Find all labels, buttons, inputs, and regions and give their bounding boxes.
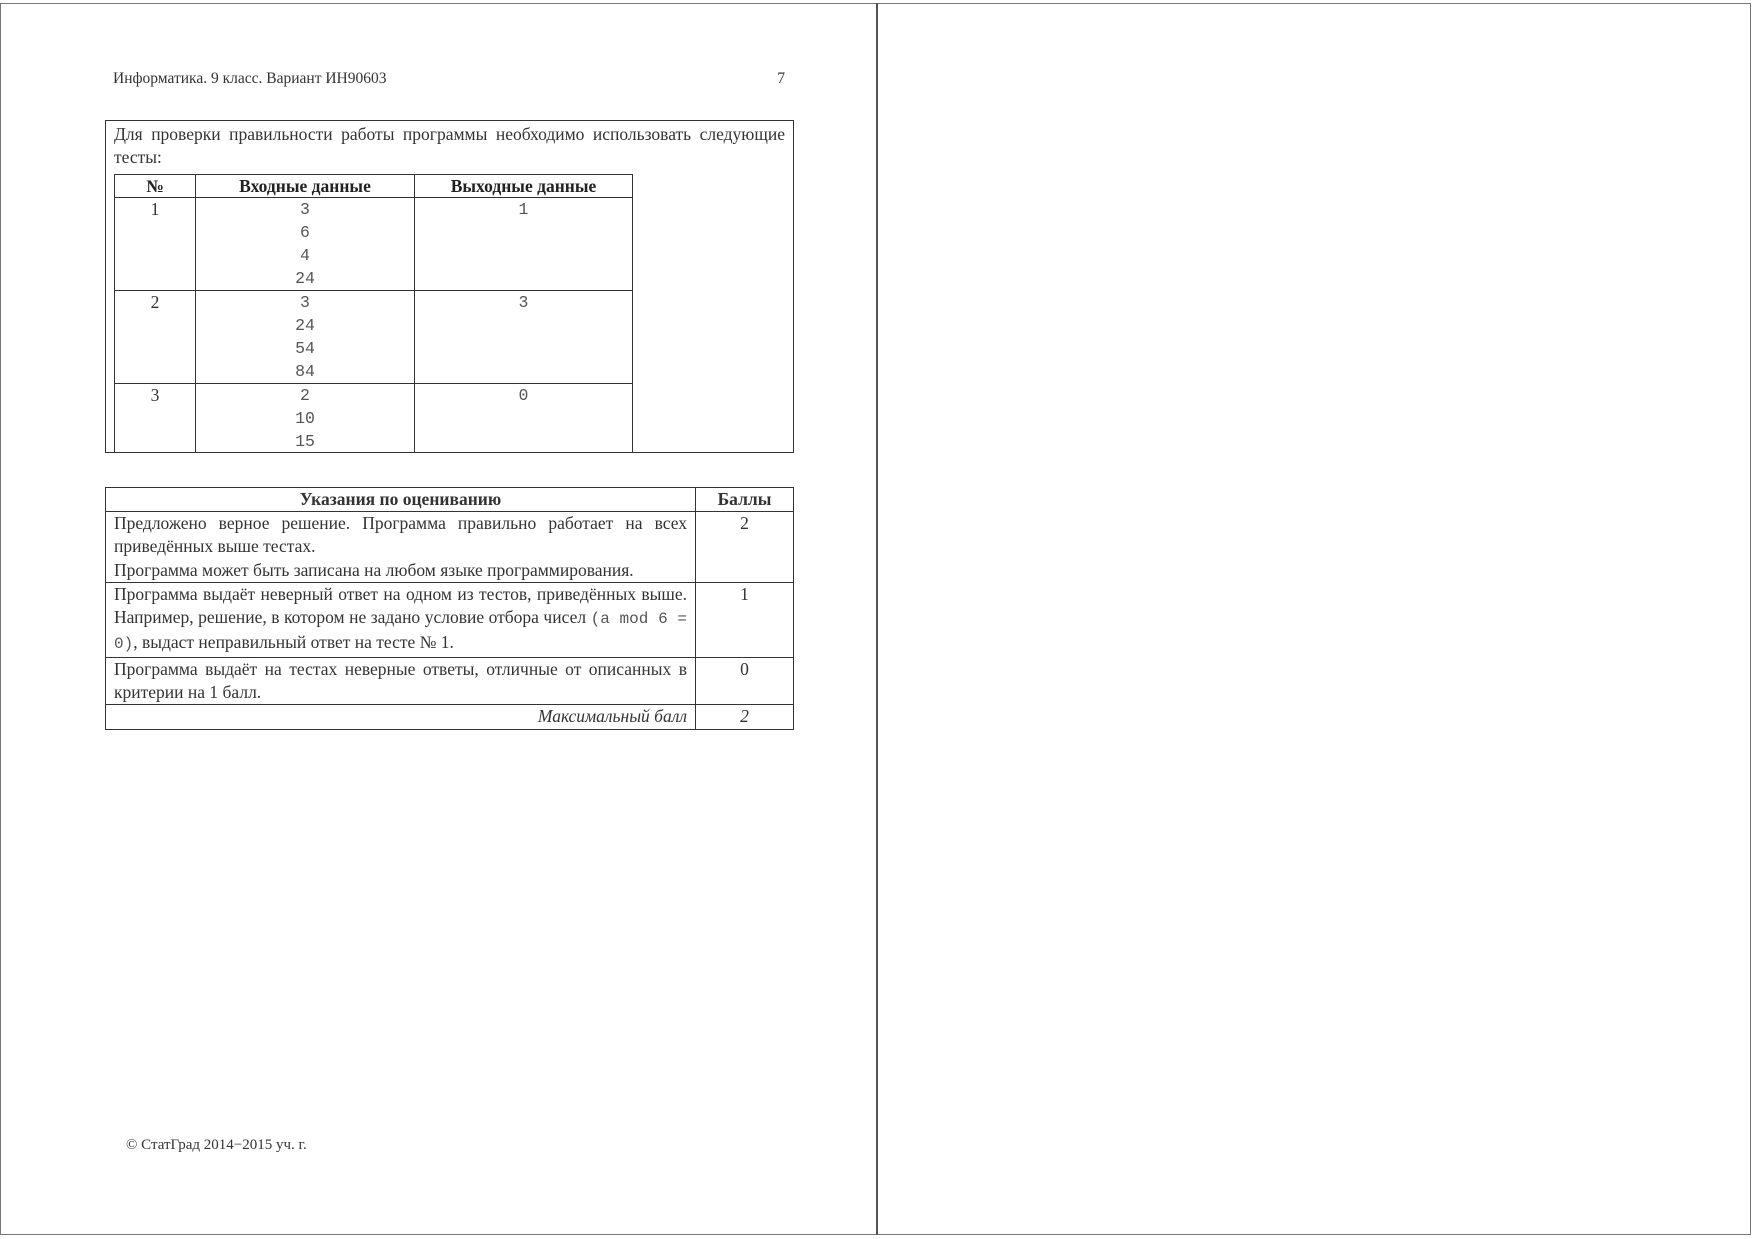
table-row: [106, 657, 794, 705]
right-page-blank: [878, 0, 1751, 1239]
page-header: [113, 70, 785, 88]
input-value: 6: [300, 223, 310, 242]
max-score-row: [106, 705, 794, 729]
test-input: [196, 198, 415, 291]
code-snippet: (a mod 6 = 0): [114, 610, 688, 654]
criterion-score: 1: [696, 582, 794, 657]
input-value: 54: [295, 339, 315, 358]
tests-col-output: Выходные данные: [415, 175, 633, 198]
criteria-header-row: [106, 488, 794, 512]
table-row: [115, 291, 633, 384]
test-number: 2: [115, 291, 196, 384]
table-row: [106, 582, 794, 657]
test-cases-box: [105, 120, 794, 453]
table-row: [106, 512, 794, 583]
criterion-text: Программа выдаёт на тестах неверные ответы, отличные от описанных в критерии на 1 балл.: [114, 658, 687, 703]
criterion-text: [114, 583, 687, 657]
output-value: 1: [518, 200, 529, 219]
table-row: [115, 384, 633, 454]
output-value: 0: [518, 386, 529, 405]
grading-criteria-table: [105, 487, 794, 730]
input-value: 24: [295, 316, 315, 335]
criterion-text-part: Программа выдаёт неверный ответ на одном из тестов, приведённых выше. Например, решение, в котором не задано условие отбора чисел: [114, 583, 687, 628]
test-number: 1: [115, 198, 196, 291]
left-page: [0, 0, 876, 1239]
test-output: [415, 291, 633, 384]
criterion-description: [106, 657, 696, 705]
criterion-text-part: , выдаст неправильный ответ на тесте № 1.: [133, 632, 454, 653]
criterion-text: Предложено верное решение. Программа правильно работает на всех приведённых выше тестах.: [114, 513, 687, 557]
table-row: [115, 198, 633, 291]
test-input: [196, 384, 415, 454]
input-value: 84: [295, 362, 315, 381]
test-number: 3: [115, 384, 196, 454]
input-value: 15: [295, 432, 315, 451]
input-value: 10: [295, 409, 315, 428]
input-value: 24: [295, 269, 315, 288]
max-score-label: Максимальный балл: [106, 705, 696, 729]
input-value: 3: [300, 200, 310, 219]
max-score-value: 2: [696, 705, 794, 729]
input-value: 3: [300, 293, 310, 312]
test-output: [415, 198, 633, 291]
test-output: [415, 384, 633, 454]
input-value: 2: [300, 386, 310, 405]
criterion-description: [106, 582, 696, 657]
criteria-col-points: Баллы: [696, 488, 794, 512]
page-number: 7: [777, 70, 785, 87]
test-input: [196, 291, 415, 384]
tests-header-row: [115, 175, 633, 198]
output-value: 3: [518, 293, 529, 312]
tests-col-num: №: [115, 175, 196, 198]
header-title: Информатика. 9 класс. Вариант ИН90603: [113, 70, 387, 87]
input-value: 4: [300, 246, 310, 265]
tests-table: [114, 174, 633, 453]
tests-col-input: Входные данные: [196, 175, 415, 198]
copyright-footer: © СтатГрад 2014−2015 уч. г.: [126, 1137, 307, 1153]
criterion-score: 0: [696, 657, 794, 705]
criterion-score: 2: [696, 512, 794, 583]
intro-text: Для проверки правильности работы программы необходимо использовать следующие тесты:: [114, 124, 785, 167]
criterion-text: Программа может быть записана на любом языке программирования.: [114, 559, 634, 580]
criterion-description: [106, 512, 696, 583]
criteria-col-instructions: Указания по оцениванию: [106, 488, 696, 512]
